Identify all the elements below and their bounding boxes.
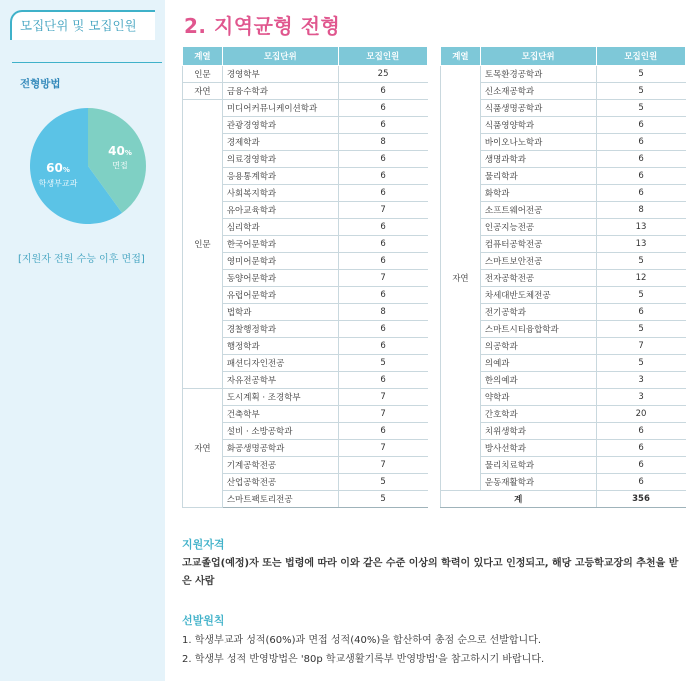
unit-cell: 의예과	[480, 355, 596, 372]
count-cell: 5	[338, 474, 427, 491]
unit-cell: 물리치료학과	[480, 457, 596, 474]
qualification-title: 지원자격	[182, 538, 225, 551]
unit-cell: 심리학과	[222, 219, 338, 236]
unit-cell: 간호학과	[480, 406, 596, 423]
pie-label-student-record: 학생부교과	[38, 179, 78, 188]
header-count: 모집인원	[338, 47, 427, 66]
count-cell: 5	[338, 355, 427, 372]
count-cell: 5	[338, 491, 427, 508]
count-cell: 8	[338, 304, 427, 321]
count-cell: 20	[596, 406, 685, 423]
unit-cell: 소프트웨어전공	[480, 202, 596, 219]
count-cell: 6	[596, 134, 685, 151]
count-cell: 13	[596, 236, 685, 253]
unit-cell: 유럽어문학과	[222, 287, 338, 304]
unit-cell: 물리학과	[480, 168, 596, 185]
pie-percent-interview: 40	[108, 144, 125, 158]
sidebar	[0, 0, 165, 681]
header-unit: 모집단위	[222, 47, 338, 66]
unit-cell: 건축학부	[222, 406, 338, 423]
unit-cell: 바이오나노학과	[480, 134, 596, 151]
unit-cell: 한국어문학과	[222, 236, 338, 253]
unit-cell: 한의예과	[480, 372, 596, 389]
evaluation-pie-chart	[28, 106, 148, 226]
count-cell: 3	[596, 372, 685, 389]
count-cell: 6	[596, 440, 685, 457]
count-cell: 5	[596, 253, 685, 270]
unit-cell: 설비 · 소방공학과	[222, 423, 338, 440]
count-cell: 6	[338, 219, 427, 236]
unit-cell: 영미어문학과	[222, 253, 338, 270]
unit-cell: 법학과	[222, 304, 338, 321]
count-cell: 6	[596, 185, 685, 202]
count-cell: 12	[596, 270, 685, 287]
header-group: 계열	[183, 47, 223, 66]
unit-cell: 의공학과	[480, 338, 596, 355]
unit-cell: 컴퓨터공학전공	[480, 236, 596, 253]
table-row	[183, 100, 428, 117]
selection-line: 2. 학생부 성적 반영방법은 '80p 학교생활기록부 반영방법'을 참고하시기 바랍니다.	[182, 654, 545, 665]
total-row	[441, 491, 686, 508]
unit-cell: 운동재활학과	[480, 474, 596, 491]
header-group: 계열	[441, 47, 481, 66]
page-title: 2. 지역균형 전형	[184, 14, 341, 38]
unit-cell: 기계공학전공	[222, 457, 338, 474]
count-cell: 5	[596, 355, 685, 372]
total-label: 계	[441, 491, 597, 508]
qualification-text: 고교졸업(예정)자 또는 법령에 따라 이와 같은 수준 이상의 학력이 있다고 인정되고, 해당 고등학교장의 추천을 받은 사람	[182, 558, 679, 587]
count-cell: 6	[596, 151, 685, 168]
unit-cell: 토목환경공학과	[480, 66, 596, 83]
unit-cell: 행정학과	[222, 338, 338, 355]
pie-percent-student-record: 60	[46, 161, 63, 175]
unit-cell: 스마트보안전공	[480, 253, 596, 270]
unit-cell: 의료경영학과	[222, 151, 338, 168]
count-cell: 3	[596, 389, 685, 406]
admission-table-right	[440, 46, 686, 508]
count-cell: 6	[596, 423, 685, 440]
unit-cell: 사회복지학과	[222, 185, 338, 202]
header-count: 모집인원	[596, 47, 685, 66]
unit-cell: 스마트시티융합학과	[480, 321, 596, 338]
unit-cell: 자유전공학부	[222, 372, 338, 389]
table-row	[183, 83, 428, 100]
count-cell: 6	[338, 100, 427, 117]
count-cell: 6	[596, 168, 685, 185]
count-cell: 6	[338, 151, 427, 168]
group-cell: 인문	[183, 66, 223, 83]
count-cell: 6	[338, 287, 427, 304]
unit-cell: 도시계획 · 조경학부	[222, 389, 338, 406]
header-unit: 모집단위	[480, 47, 596, 66]
unit-cell: 전기공학과	[480, 304, 596, 321]
total-value: 356	[596, 491, 685, 508]
unit-cell: 산업공학전공	[222, 474, 338, 491]
unit-cell: 경찰행정학과	[222, 321, 338, 338]
unit-cell: 경영학부	[222, 66, 338, 83]
count-cell: 25	[338, 66, 427, 83]
count-cell: 7	[338, 457, 427, 474]
count-cell: 7	[596, 338, 685, 355]
unit-cell: 생명과학과	[480, 151, 596, 168]
unit-cell: 전자공학전공	[480, 270, 596, 287]
count-cell: 6	[338, 372, 427, 389]
count-cell: 6	[338, 236, 427, 253]
selection-title: 선발원칙	[182, 614, 225, 627]
unit-cell: 치위생학과	[480, 423, 596, 440]
count-cell: 6	[338, 83, 427, 100]
count-cell: 6	[596, 304, 685, 321]
count-cell: 5	[596, 66, 685, 83]
pie-unit-student-record: %	[62, 166, 70, 174]
unit-cell: 응용통계학과	[222, 168, 338, 185]
unit-cell: 유아교육학과	[222, 202, 338, 219]
count-cell: 6	[596, 457, 685, 474]
count-cell: 13	[596, 219, 685, 236]
unit-cell: 차세대반도체전공	[480, 287, 596, 304]
count-cell: 6	[338, 338, 427, 355]
unit-cell: 동양어문학과	[222, 270, 338, 287]
count-cell: 7	[338, 406, 427, 423]
unit-cell: 패션디자인전공	[222, 355, 338, 372]
count-cell: 5	[596, 321, 685, 338]
table-row	[441, 66, 686, 83]
admission-table-left	[182, 46, 428, 508]
count-cell: 6	[596, 474, 685, 491]
count-cell: 5	[596, 100, 685, 117]
unit-cell: 식품생명공학과	[480, 100, 596, 117]
table-row	[183, 389, 428, 406]
unit-cell: 화공생명공학과	[222, 440, 338, 457]
sidebar-divider	[12, 62, 162, 63]
group-cell: 자연	[441, 66, 481, 491]
count-cell: 6	[596, 117, 685, 134]
group-cell: 인문	[183, 100, 223, 389]
count-cell: 8	[596, 202, 685, 219]
count-cell: 5	[596, 287, 685, 304]
table-row	[183, 66, 428, 83]
unit-cell: 경제학과	[222, 134, 338, 151]
unit-cell: 식품영양학과	[480, 117, 596, 134]
pie-label-interview: 면접	[112, 161, 128, 170]
unit-cell: 약학과	[480, 389, 596, 406]
group-cell: 자연	[183, 83, 223, 100]
count-cell: 7	[338, 202, 427, 219]
count-cell: 6	[338, 253, 427, 270]
group-cell: 자연	[183, 389, 223, 508]
unit-cell: 인공지능전공	[480, 219, 596, 236]
count-cell: 6	[338, 423, 427, 440]
count-cell: 7	[338, 440, 427, 457]
unit-cell: 화학과	[480, 185, 596, 202]
method-label: 전형방법	[20, 78, 61, 90]
count-cell: 8	[338, 134, 427, 151]
pie-unit-interview: %	[124, 149, 132, 157]
sidebar-tab[interactable]: 모집단위 및 모집인원	[10, 10, 155, 40]
unit-cell: 미디어커뮤니케이션학과	[222, 100, 338, 117]
count-cell: 6	[338, 185, 427, 202]
count-cell: 7	[338, 389, 427, 406]
unit-cell: 신소재공학과	[480, 83, 596, 100]
count-cell: 6	[338, 168, 427, 185]
unit-cell: 방사선학과	[480, 440, 596, 457]
count-cell: 6	[338, 117, 427, 134]
selection-line: 1. 학생부교과 성적(60%)과 면접 성적(40%)을 합산하여 총점 순으로 선발합니다.	[182, 635, 542, 646]
count-cell: 5	[596, 83, 685, 100]
count-cell: 7	[338, 270, 427, 287]
unit-cell: 스마트팩토리전공	[222, 491, 338, 508]
interview-note: [지원자 전원 수능 이후 면접]	[18, 254, 145, 265]
unit-cell: 금융수학과	[222, 83, 338, 100]
count-cell: 6	[338, 321, 427, 338]
unit-cell: 관광경영학과	[222, 117, 338, 134]
